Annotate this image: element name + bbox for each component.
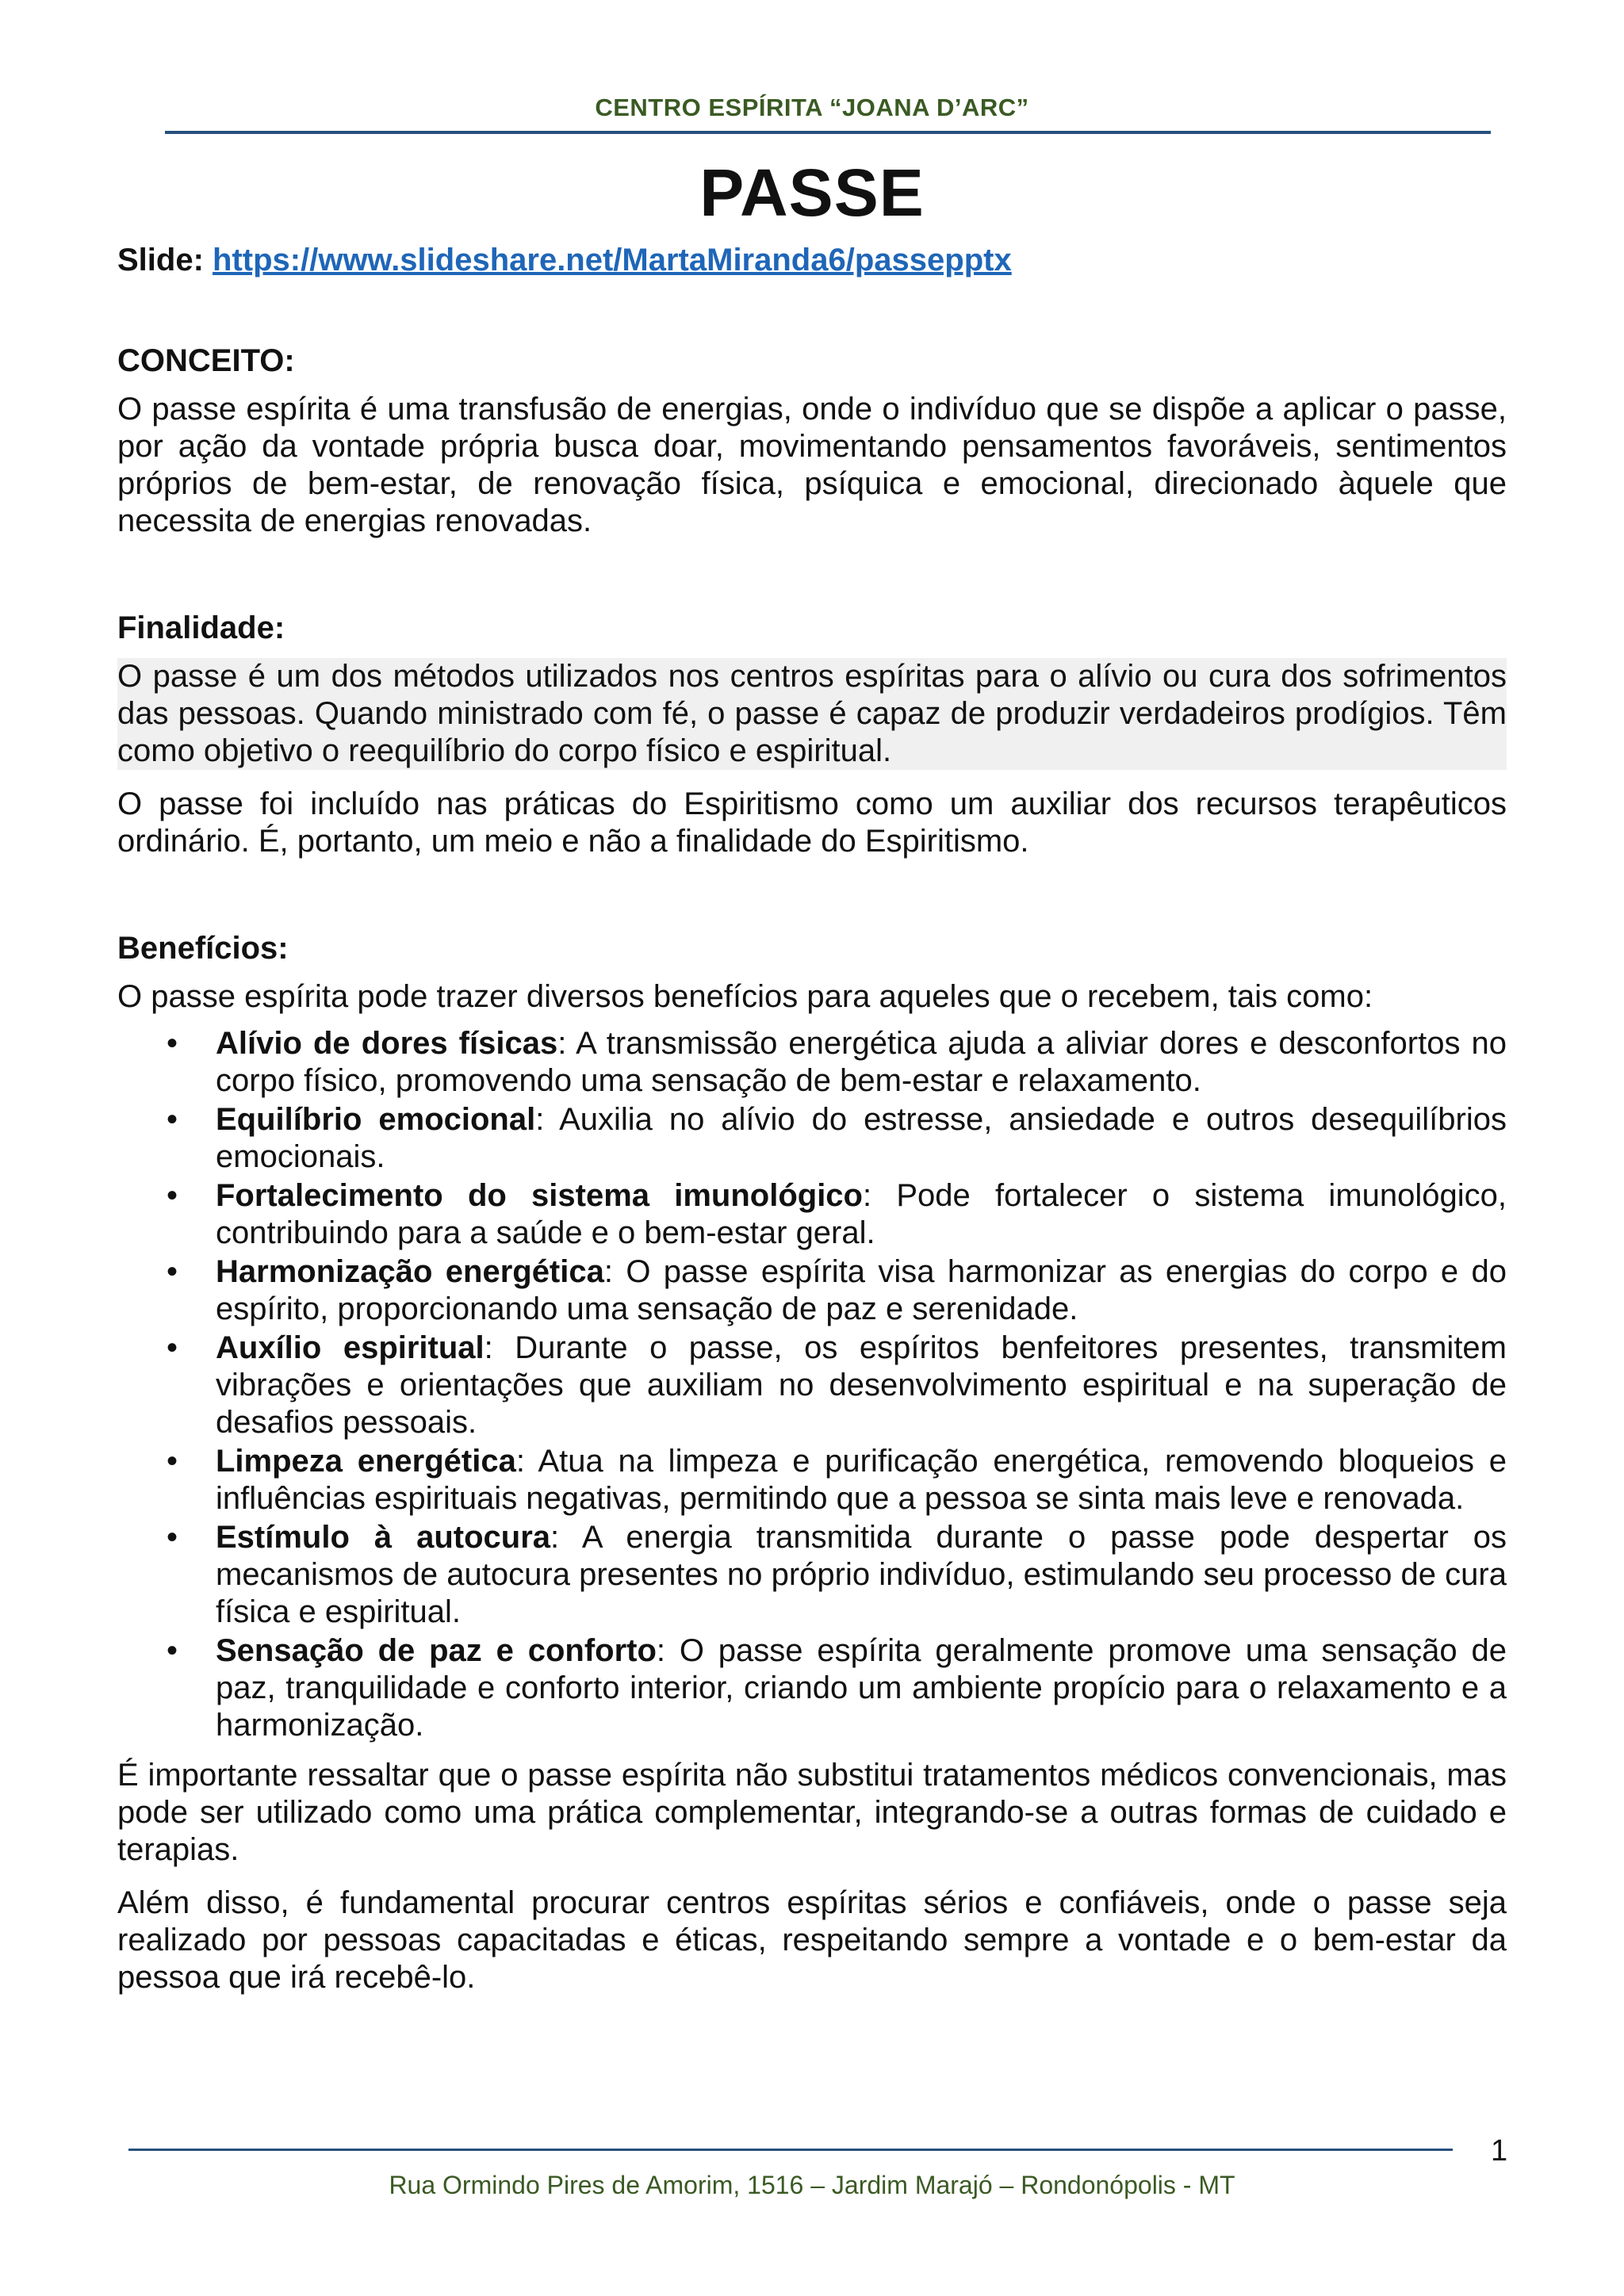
bullet-icon: • xyxy=(167,1102,178,1137)
bullet-icon: • xyxy=(167,1026,178,1061)
bullet-icon: • xyxy=(167,1330,178,1365)
paragraph-closing-2: Além disso, é fundamental procurar centros espíritas sérios e confiáveis, onde o passe seja realizado por pessoas capacitadas e éticas, respeitando sempre a vontade e o bem-estar da pessoa que irá recebê-lo. xyxy=(117,1885,1507,1995)
benefit-desc: : A transmissão energética ajuda a aliviar dores e desconfortos no corpo físico, promovendo uma sensação de bem-estar e relaxamento. xyxy=(216,1026,1507,1098)
slide-link[interactable]: https://www.slideshare.net/MartaMiranda6/passepptx xyxy=(213,243,1012,277)
benefit-desc: : Durante o passe, os espíritos benfeitores presentes, transmitem vibrações e orientações que auxiliam no desenvolvimento espiritual e na superação de desafios pessoais. xyxy=(216,1330,1507,1440)
footer-address: Rua Ormindo Pires de Amorim, 1516 – Jardim Marajó – Rondonópolis - MT xyxy=(389,2171,1235,2199)
bullet-icon: • xyxy=(167,1444,178,1479)
heading-finalidade: Finalidade: xyxy=(117,610,285,645)
benefit-desc: : Pode fortalecer o sistema imunológico, contribuindo para a saúde e o bem-estar geral. xyxy=(216,1178,1507,1250)
benefit-term: Auxílio espiritual xyxy=(216,1330,485,1365)
heading-beneficios: Benefícios: xyxy=(117,931,289,966)
benefit-term: Sensação de paz e conforto xyxy=(216,1633,657,1668)
benefit-desc: : Atua na limpeza e purificação energética, removendo bloqueios e influências espirituais negativas, permitindo que a pessoa se sinta mais leve e renovada. xyxy=(216,1444,1507,1516)
slide-line xyxy=(117,242,1507,279)
benefits-list xyxy=(117,1025,1507,1744)
benefit-term: Equilíbrio emocional xyxy=(216,1102,536,1137)
list-item xyxy=(167,1330,1507,1441)
document-body xyxy=(117,242,1507,1996)
footer-divider xyxy=(128,2149,1453,2151)
paragraph-beneficios-intro: O passe espírita pode trazer diversos benefícios para aqueles que o recebem, tais como: xyxy=(117,979,1373,1014)
paragraph-finalidade-2: O passe foi incluído nas práticas do Espiritismo como um auxiliar dos recursos terapêuticos ordinário. É, portanto, um meio e não a finalidade do Espiritismo. xyxy=(117,786,1507,859)
bullet-icon: • xyxy=(167,1254,178,1289)
paragraph-finalidade-1: O passe é um dos métodos utilizados nos centros espíritas para o alívio ou cura dos sofrimentos das pessoas. Quando ministrado com fé, o passe é capaz de produzir verdadeiros prodígios. Têm como objetivo o reequilíbrio do corpo físico e espiritual. xyxy=(117,659,1507,768)
paragraph-closing-1: É importante ressaltar que o passe espírita não substitui tratamentos médicos convencionais, mas pode ser utilizado como uma prática complementar, integrando-se a outras formas de cuidado e terapias. xyxy=(117,1758,1507,1867)
page-title: PASSE xyxy=(699,155,925,230)
list-item xyxy=(167,1177,1507,1252)
list-item xyxy=(167,1253,1507,1328)
benefit-term: Limpeza energética xyxy=(216,1444,516,1479)
list-item xyxy=(167,1519,1507,1631)
paragraph-conceito: O passe espírita é uma transfusão de energias, onde o indivíduo que se dispõe a aplicar o passe, por ação da vontade própria busca doar, movimentando pensamentos favoráveis, sentimentos próprios de bem-estar, de renovação física, psíquica e emocional, direcionado àquele que necessita de energias renovadas. xyxy=(117,392,1507,538)
benefit-desc: : O passe espírita geralmente promove uma sensação de paz, tranquilidade e conforto interior, criando um ambiente propício para o relaxamento e a harmonização. xyxy=(216,1633,1507,1743)
heading-conceito: CONCEITO: xyxy=(117,343,295,378)
header-divider xyxy=(165,131,1491,134)
bullet-icon: • xyxy=(167,1633,178,1668)
list-item xyxy=(167,1443,1507,1517)
benefit-desc: : Auxilia no alívio do estresse, ansiedade e outros desequilíbrios emocionais. xyxy=(216,1102,1507,1174)
bullet-icon: • xyxy=(167,1178,178,1213)
benefit-term: Fortalecimento do sistema imunológico xyxy=(216,1178,863,1213)
benefit-desc: : A energia transmitida durante o passe pode despertar os mecanismos de autocura presentes no próprio indivíduo, estimulando seu processo de cura física e espiritual. xyxy=(216,1520,1507,1629)
benefit-term: Harmonização energética xyxy=(216,1254,604,1289)
list-item xyxy=(167,1025,1507,1100)
header-organization: CENTRO ESPÍRITA “JOANA D’ARC” xyxy=(595,94,1029,121)
list-item xyxy=(167,1632,1507,1744)
list-item xyxy=(167,1101,1507,1176)
benefit-desc: : O passe espírita visa harmonizar as energias do corpo e do espírito, proporcionando uma sensação de paz e serenidade. xyxy=(216,1254,1507,1326)
slide-label: Slide: xyxy=(117,243,204,277)
bullet-icon: • xyxy=(167,1520,178,1555)
page-number: 1 xyxy=(1491,2134,1508,2168)
benefit-term: Estímulo à autocura xyxy=(216,1520,551,1555)
benefit-term: Alívio de dores físicas xyxy=(216,1026,558,1061)
